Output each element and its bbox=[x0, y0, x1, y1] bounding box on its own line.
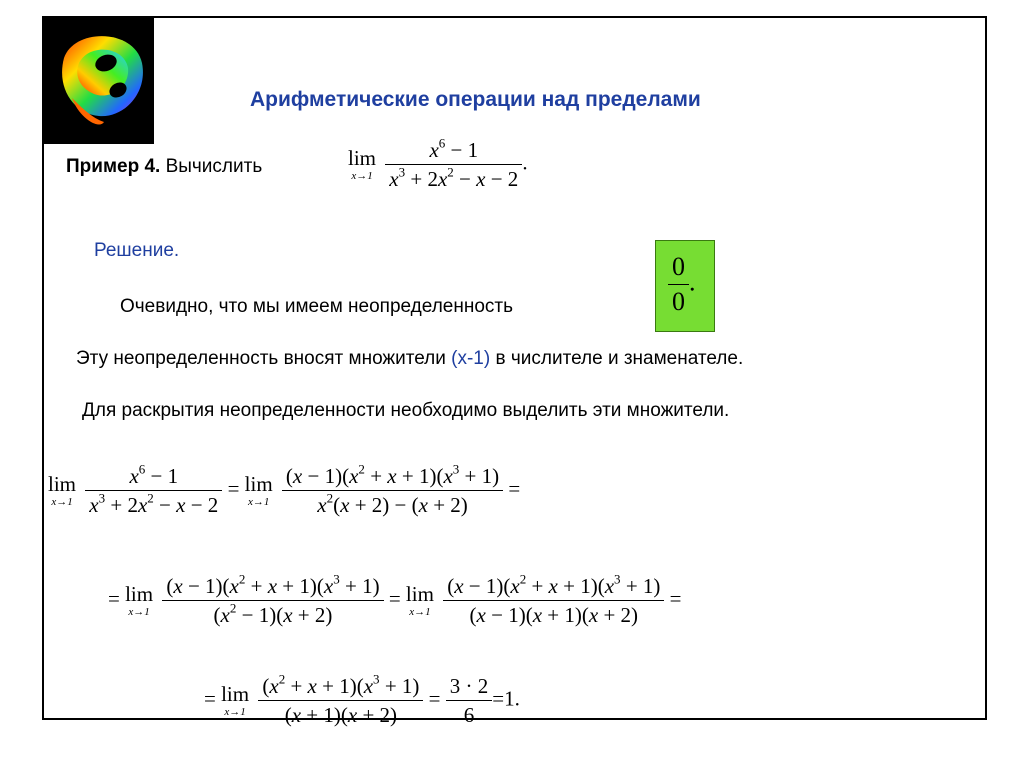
zero-over-zero: $\frac{0}{0}$ . bbox=[668, 252, 696, 317]
factor-text: Эту неопределенность вносят множители (x-1) в числителе и знаменателе. bbox=[76, 348, 744, 369]
example-label: Пример 4. bbox=[66, 156, 161, 177]
factor-highlight: (x-1) bbox=[451, 348, 491, 369]
indeterminacy-text: Очевидно, что мы имеем неопределенность bbox=[120, 296, 513, 317]
solution-label: Решение. bbox=[94, 240, 180, 261]
final-result: =1. bbox=[492, 686, 520, 711]
expand-text: Для раскрытия неопределенности необходимо выделить эти множители. bbox=[82, 400, 730, 421]
derivation-row-3: = lim x→1 $\frac{(x^2 + x + 1)(x^3 + 1)}{(x + 1)(x + 2)}$ = $\frac{3 \cdot 2}{6}$ =1. bbox=[204, 671, 520, 728]
logo-image bbox=[44, 18, 154, 144]
example-text: Вычислить bbox=[165, 156, 263, 177]
example-line bbox=[66, 156, 262, 178]
slide-title: Арифметические операции над пределами bbox=[250, 88, 701, 111]
derivation-row-1: lim x→1 $\frac{x^6 - 1}{x^3 + 2x^2 - x - 2}$ = lim x→1 $\frac{(x - 1)(x^2 + x + 1)(x^3 + 1)}{x^2(x + 2) - (x + 2)}$ = bbox=[48, 461, 521, 518]
derivation-row-2: = lim x→1 $\frac{(x - 1)(x^2 + x + 1)(x^3 + 1)}{(x^2 - 1)(x + 2)}$ = lim x→1 $\frac{(x - 1)(x^2 + x + 1)(x^3 + 1)}{(x - 1)(x + 1)(x + 2)}$ = bbox=[108, 571, 682, 628]
example-expression: lim x→1 $\frac{x^6 - 1}{x^3 + 2x^2 - x - 2}$ . bbox=[348, 135, 528, 192]
